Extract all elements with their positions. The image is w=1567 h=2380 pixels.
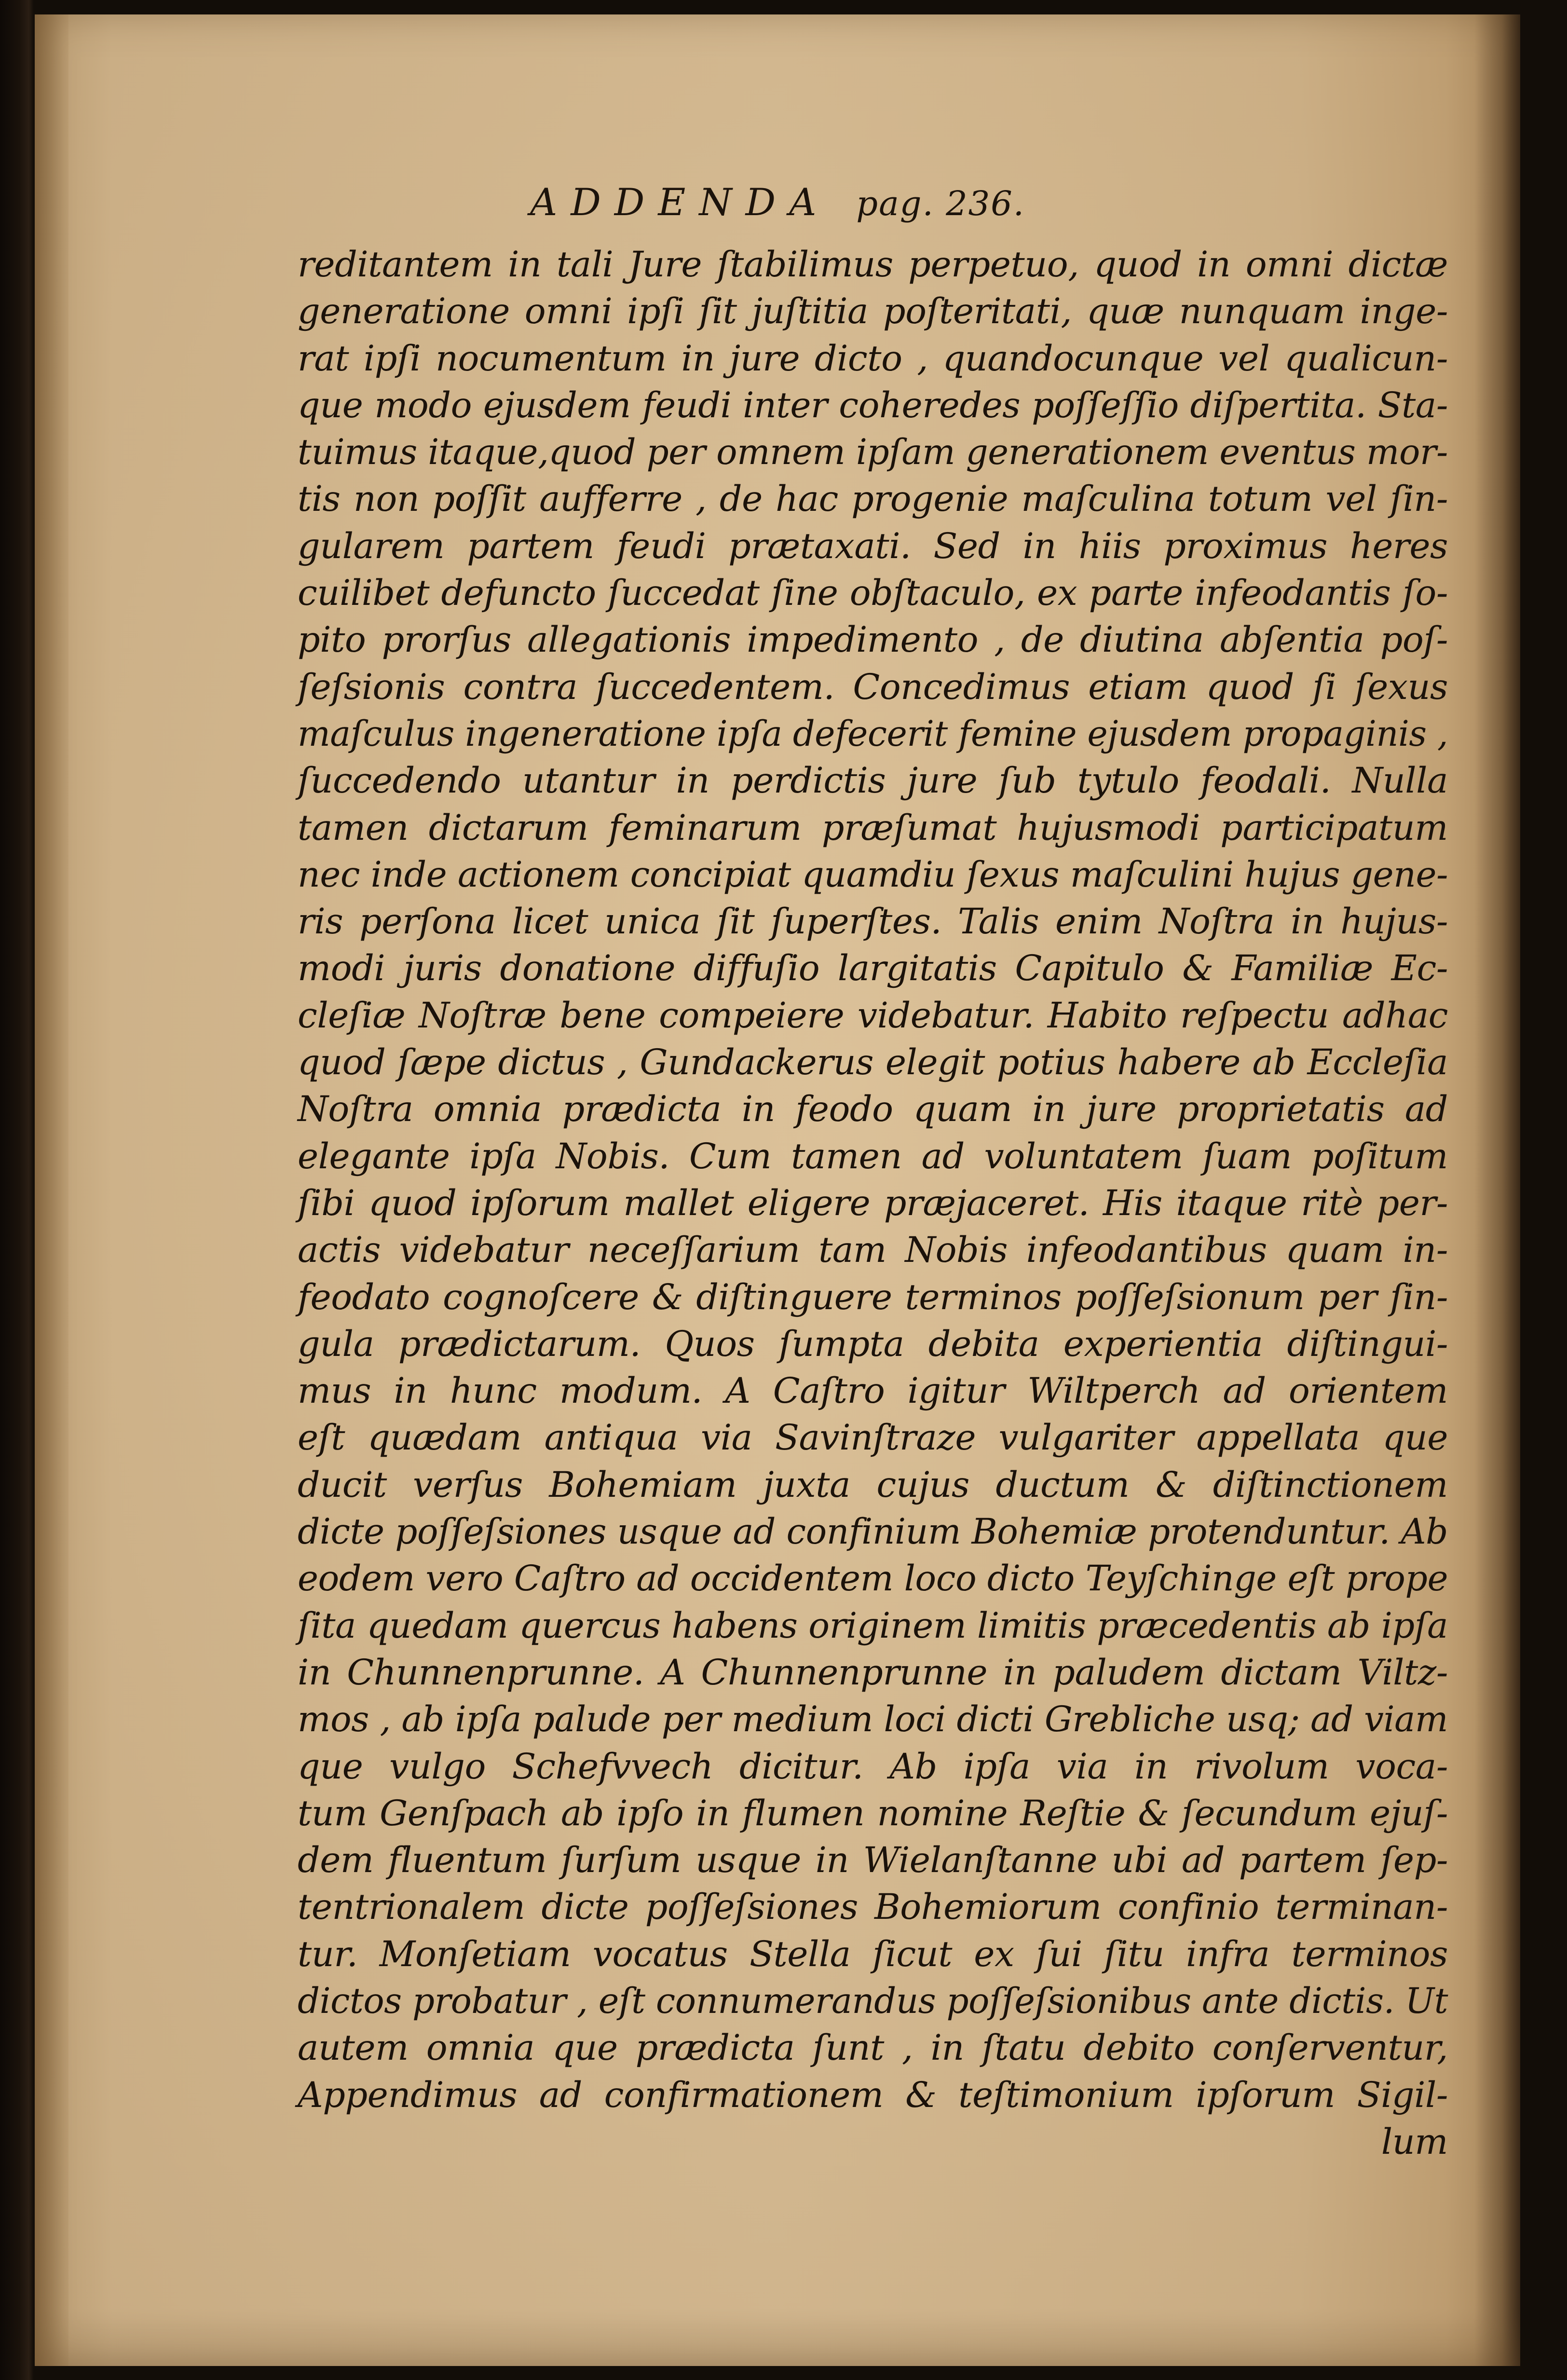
text-line: in Chunnenprunne. A Chunnenprunne in paludem dictam Viltz- — [298, 1652, 1448, 1693]
running-header — [35, 178, 1520, 228]
text-line: ris perſona licet unica ſit ſuperſtes. Talis enim Noſtra in hujus- — [298, 901, 1448, 943]
text-line: mus in hunc modum. A Caſtro igitur Wiltperch ad orientem — [298, 1370, 1448, 1412]
text-line: dictos probatur , eſt connumerandus poſſeſsionibus ante dictis. Ut — [298, 1980, 1448, 2022]
text-line: elegante ipſa Nobis. Cum tamen ad voluntatem ſuam poſitum — [298, 1135, 1448, 1177]
text-line: Appendimus ad confirmationem & teſtimonium ipſorum Sigil- — [298, 2074, 1448, 2116]
text-line: nec inde actionem concipiat quamdiu ſexus maſculini hujus gene- — [298, 854, 1448, 895]
book-page — [35, 14, 1520, 2366]
text-line: que vulgo Schefvvech dicitur. Ab ipſa via in rivolum voca- — [298, 1746, 1448, 1787]
text-line: reditantem in tali Jure ſtabilimus perpetuo, quod in omni dictæ — [298, 244, 1448, 285]
text-line: cleſiæ Noſtræ bene compeiere videbatur. Habito reſpectu adhac — [298, 995, 1448, 1036]
text-line: ſibi quod ipſorum mallet eligere præjaceret. His itaque ritè per- — [298, 1182, 1448, 1224]
text-line: generatione omni ipſi ſit juſtitia poſteritati, quæ nunquam inge- — [298, 291, 1448, 332]
text-line: dicte poſſeſsiones usque ad confinium Bohemiæ protenduntur. Ab — [298, 1511, 1448, 1553]
text-line: ſita quedam quercus habens originem limitis præcedentis ab ipſa — [298, 1605, 1448, 1646]
text-line: dem fluentum ſurſum usque in Wielanſtanne ubi ad partem ſep- — [298, 1840, 1448, 1881]
text-line: ſuccedendo utantur in perdictis jure ſub tytulo feodali. Nulla — [298, 760, 1448, 802]
text-line: rat ipſi nocumentum in jure dicto , quandocunque vel qualicun- — [298, 338, 1448, 379]
body-text — [298, 241, 1448, 2165]
text-line: maſculus ingeneratione ipſa defecerit femine ejusdem propaginis , — [298, 713, 1448, 754]
page-edge-left — [35, 14, 68, 2366]
text-line: tamen dictarum feminarum præſumat hujusmodi participatum — [298, 807, 1448, 848]
text-line: ſeſsionis contra ſuccedentem. Concedimus etiam quod ſi ſexus — [298, 666, 1448, 708]
text-line: tur. Monſetiam vocatus Stella ſicut ex ſui ſitu infra terminos — [298, 1933, 1448, 1975]
text-line: tum Genſpach ab ipſo in flumen nomine Reſtie & ſecundum ejuſ- — [298, 1792, 1448, 1834]
text-line: feodato cognoſcere & diſtinguere terminos poſſeſsionum per ſin- — [298, 1276, 1448, 1318]
text-line: eodem vero Caſtro ad occidentem loco dicto Teyſchinge eſt prope — [298, 1558, 1448, 1600]
text-line: Noſtra omnia prædicta in feodo quam in jure proprietatis ad — [298, 1089, 1448, 1130]
text-line: quod ſæpe dictus , Gundackerus elegit potius habere ab Eccleſia — [298, 1042, 1448, 1083]
text-line: actis videbatur neceſſarium tam Nobis infeodantibus quam in- — [298, 1230, 1448, 1271]
text-line: eſt quædam antiqua via Savinſtraze vulgariter appellata que — [298, 1417, 1448, 1459]
text-line: pito prorſus allegationis impedimento , de diutina abſentia poſ- — [298, 619, 1448, 661]
text-line: mos , ab ipſa palude per medium loci dicti Grebliche usq; ad viam — [298, 1699, 1448, 1740]
book-gutter — [1474, 14, 1520, 2366]
text-line: tuimus itaque,quod per omnem ipſam generationem eventus mor- — [298, 432, 1448, 473]
text-line: tis non poſſit aufferre , de hac progenie maſculina totum vel ſin- — [298, 479, 1448, 520]
text-line: ducit verſus Bohemiam juxta cujus ductum & diſtinctionem — [298, 1464, 1448, 1505]
text-line: tentrionalem dicte poſſeſsiones Bohemiorum confinio terminan- — [298, 1887, 1448, 1928]
page-bottom-margin — [35, 2308, 1520, 2366]
text-line: gula prædictarum. Quos ſumpta debita experientia diſtingui- — [298, 1323, 1448, 1365]
text-line: que modo ejusdem feudi inter coheredes poſſeſſio diſpertita. Sta- — [298, 384, 1448, 426]
catchword: lum — [1381, 2121, 1448, 2162]
header-title: ADDENDA — [530, 181, 830, 224]
text-line: modi juris donatione diffuſio largitatis Capitulo & Familiæ Ec- — [298, 948, 1448, 989]
text-line: autem omnia que prædicta ſunt , in ſtatu debito conſerventur, — [298, 2027, 1448, 2069]
text-line: cuilibet defuncto ſuccedat ſine obſtaculo, ex parte infeodantis ſo- — [298, 573, 1448, 614]
text-line: gularem partem feudi prætaxati. Sed in hiis proximus heres — [298, 525, 1448, 567]
header-page-reference: pag. 236. — [856, 184, 1025, 223]
